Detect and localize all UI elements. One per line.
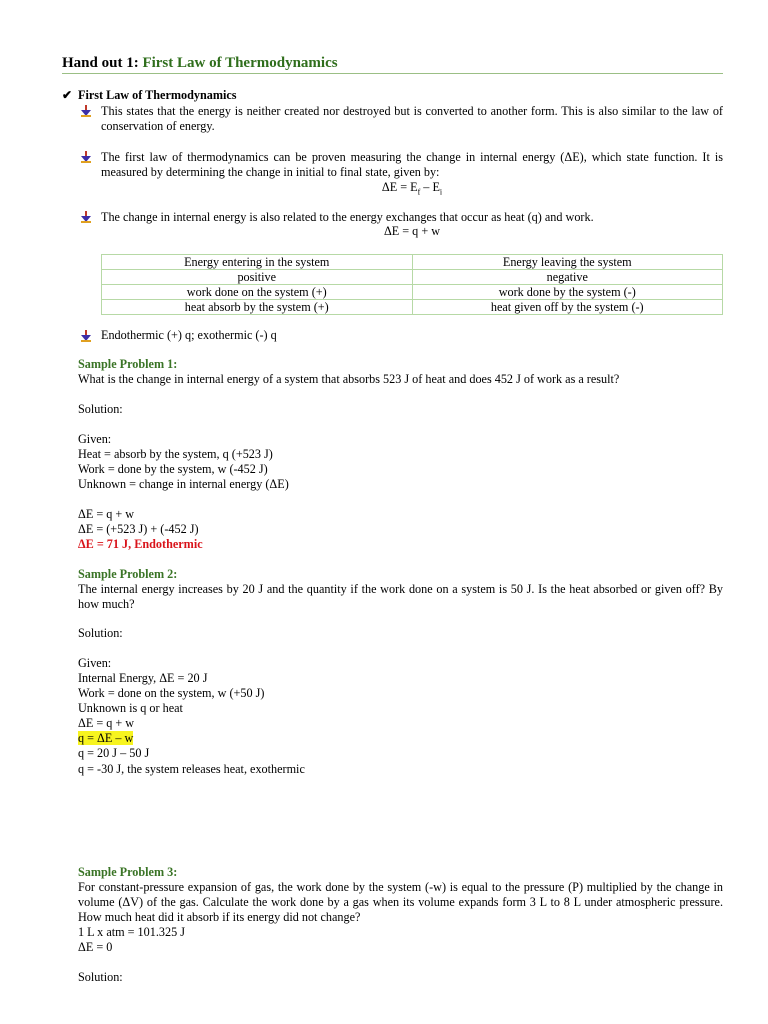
arrow-bullet-icon [81, 330, 91, 342]
sample-problem-3-title: Sample Problem 3: [78, 865, 178, 879]
sample-problem-2-given-line: Work = done on the system, w (+50 J) [78, 686, 265, 700]
table-row [102, 300, 723, 315]
bullet-text-3: The change in internal energy is also related to the energy exchanges that occur as heat (q) and work. [101, 210, 594, 224]
sample-problem-2-given-line: Internal Energy, ΔE = 20 J [78, 671, 208, 685]
sample-problem-2-given-line: ΔE = q + w [78, 716, 135, 730]
sample-problem-1-given-line: Unknown = change in internal energy (ΔE) [78, 477, 289, 491]
table-cell: work done by the system (-) [412, 285, 723, 300]
sample-problem-2-step: q = -30 J, the system releases heat, exothermic [78, 762, 305, 776]
sample-problem-1-question: What is the change in internal energy of a system that absorbs 523 J of heat and does 452 J of work as a result? [78, 372, 620, 386]
highlighted-equation: q = ΔE – w [78, 731, 134, 745]
sample-problem-2-solution-label: Solution: [78, 626, 123, 640]
energy-exchange-table [101, 254, 723, 315]
sample-problem-1-given-line: Heat = absorb by the system, q (+523 J) [78, 447, 273, 461]
sample-problem-1-step: ΔE = q + w [78, 507, 135, 521]
equation-subscript-i: i [439, 187, 443, 197]
sample-problem-1-solution-label: Solution: [78, 402, 123, 416]
sample-problem-3-given-line: 1 L x atm = 101.325 J [78, 925, 185, 939]
sample-problem-1-title: Sample Problem 1: [78, 357, 178, 371]
sample-problem-1-given-label: Given: [78, 432, 112, 446]
sample-problem-2-given-label: Given: [78, 656, 112, 670]
sample-problem-3-question: For constant-pressure expansion of gas, the work done by the system (-w) is equal to the pressure (P) multiplied by the change in volume (ΔV) of the gas. Calculate the work done by a gas when its volume expands form 3 L to 8 L under atmospheric pressure. How much heat did it absorb if its energy did not change? [78, 880, 723, 924]
table-header-cell: Energy entering in the system [102, 255, 413, 270]
table-header-cell: Energy leaving the system [412, 255, 723, 270]
table-header-row [102, 255, 723, 270]
sample-problem-1-given-line: Work = done by the system, w (-452 J) [78, 462, 268, 476]
sample-problem-2-question: The internal energy increases by 20 J and the quantity if the work done on a system is 50 J. Is the heat absorbed or given off? By how much? [78, 582, 723, 611]
table-cell: negative [412, 270, 723, 285]
bullet-text-2: The first law of thermodynamics can be proven measuring the change in internal energy (ΔE), which state function. It is measured by determining the change in initial to final state, given by: [101, 150, 723, 179]
bullet-text-4: Endothermic (+) q; exothermic (-) q [101, 328, 277, 342]
sample-problem-3-given-line: ΔE = 0 [78, 940, 113, 954]
arrow-bullet-icon [81, 105, 91, 117]
table-cell: heat absorb by the system (+) [102, 300, 413, 315]
sample-problem-1-step: ΔE = (+523 J) + (-452 J) [78, 522, 199, 536]
equation-part: ΔE = E [381, 180, 418, 194]
equation-part: – E [420, 180, 440, 194]
section-heading-text: First Law of Thermodynamics [78, 88, 237, 102]
equation-delta-e-states [101, 180, 723, 195]
sample-problem-2-highlighted-step [78, 731, 728, 746]
title-main: First Law of Thermodynamics [142, 55, 338, 71]
section-heading [62, 88, 237, 103]
equation-delta-e-qw: ΔE = q + w [383, 224, 441, 238]
sample-problem-3-solution-label: Solution: [78, 970, 123, 984]
arrow-bullet-icon [81, 211, 91, 223]
table-row [102, 270, 723, 285]
sample-problem-1-answer: ΔE = 71 J, Endothermic [78, 537, 203, 551]
equation-subscript-f: f [417, 187, 421, 197]
sample-problem-2-title: Sample Problem 2: [78, 567, 178, 581]
sample-problem-2-given-line: Unknown is q or heat [78, 701, 183, 715]
page-title [62, 54, 723, 74]
table-row [102, 285, 723, 300]
table-cell: positive [102, 270, 413, 285]
arrow-bullet-icon [81, 151, 91, 163]
title-prefix: Hand out 1: [62, 55, 143, 71]
bullet-text-1: This states that the energy is neither created nor destroyed but is converted to another form. This is also similar to the law of conservation of energy. [101, 104, 723, 133]
sample-problem-2-step: q = 20 J – 50 J [78, 746, 150, 760]
table-cell: work done on the system (+) [102, 285, 413, 300]
table-cell: heat given off by the system (-) [412, 300, 723, 315]
checkmark-icon: ✔ [62, 88, 73, 102]
